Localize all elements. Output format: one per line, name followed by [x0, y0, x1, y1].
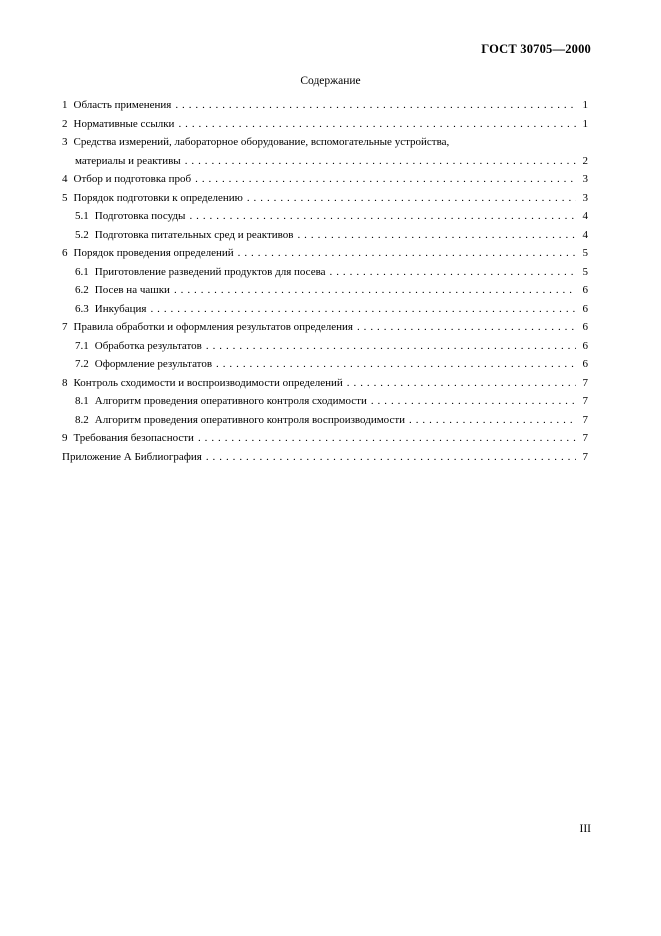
toc-entry[interactable] — [62, 170, 588, 189]
toc-entry-number: 9 — [62, 432, 68, 444]
toc-entry[interactable] — [62, 189, 588, 208]
toc-entry-title: Приложение А Библиография — [62, 450, 202, 463]
toc-leader-dots — [150, 300, 576, 319]
table-of-contents — [62, 96, 588, 466]
toc-entry-title: Подготовка посуды — [94, 210, 186, 222]
toc-entry-page: 6 — [582, 284, 588, 296]
toc-entry-page: 5 — [582, 265, 588, 278]
toc-entry[interactable] — [62, 207, 588, 226]
toc-entry-page: 6 — [582, 302, 588, 315]
toc-leader-dots — [206, 337, 576, 356]
toc-entry-title: Требования безопасности — [73, 432, 194, 444]
toc-leader-dots — [357, 318, 576, 337]
toc-entry[interactable] — [62, 152, 588, 171]
toc-leader-dots — [347, 374, 576, 393]
toc-leader-dots — [371, 392, 576, 411]
toc-entry[interactable] — [62, 318, 588, 337]
toc-entry-page: 6 — [582, 339, 588, 352]
toc-entry-page: 7 — [582, 450, 588, 463]
toc-entry[interactable] — [62, 96, 588, 115]
toc-entry-page: 7 — [582, 413, 588, 426]
toc-entry-number: 5 — [62, 191, 68, 204]
toc-leader-dots — [195, 170, 576, 189]
toc-entry-page: 4 — [582, 228, 588, 241]
toc-entry-number: 7 — [62, 321, 68, 333]
toc-leader-dots — [238, 244, 576, 263]
toc-entry-title: Порядок проведения определений — [73, 247, 234, 259]
toc-title: Содержание — [300, 75, 361, 87]
toc-leader-dots — [409, 411, 576, 430]
toc-entry[interactable] — [62, 226, 588, 245]
toc-entry[interactable] — [62, 115, 588, 134]
toc-entry-page: 1 — [582, 117, 588, 130]
toc-entry[interactable] — [62, 300, 588, 319]
toc-entry-title: Средства измерений, лабораторное оборудование, вспомогательные устройства, — [73, 136, 450, 148]
toc-entry-title: Обработка результатов — [94, 339, 202, 352]
toc-entry-number: 4 — [62, 173, 68, 185]
toc-entry-number: 2 — [62, 117, 68, 130]
toc-entry-title: Приготовление разведений продуктов для посева — [94, 265, 326, 278]
toc-entry-title: Контроль сходимости и воспроизводимости определений — [73, 376, 343, 389]
toc-leader-dots — [178, 115, 576, 134]
toc-entry-number: 1 — [62, 99, 68, 111]
toc-entry[interactable] — [62, 244, 588, 263]
toc-leader-dots — [174, 281, 576, 300]
toc-leader-dots — [330, 263, 576, 282]
toc-leader-dots — [198, 429, 576, 448]
toc-entry-number: 5.2 — [75, 228, 89, 241]
page-number: III — [579, 823, 591, 835]
toc-entry-page: 6 — [582, 321, 588, 333]
toc-entry-page: 5 — [582, 247, 588, 259]
document-code: ГОСТ 30705—2000 — [481, 42, 591, 56]
toc-entry-title: Инкубация — [94, 302, 147, 315]
toc-entry-title: Порядок подготовки к определению — [73, 191, 243, 204]
toc-leader-dots — [206, 448, 576, 467]
toc-leader-dots — [189, 207, 576, 226]
toc-entry-page: 7 — [582, 395, 588, 407]
toc-leader-dots — [216, 355, 576, 374]
toc-entry-page: 3 — [582, 191, 588, 204]
toc-entry[interactable] — [62, 281, 588, 300]
toc-entry[interactable] — [62, 355, 588, 374]
toc-entry[interactable] — [62, 263, 588, 282]
toc-entry-page: 3 — [582, 173, 588, 185]
toc-entry-title: Правила обработки и оформления результатов определения — [73, 321, 353, 333]
toc-entry-title: материалы и реактивы — [75, 154, 181, 167]
toc-entry[interactable] — [62, 337, 588, 356]
toc-entry-number: 5.1 — [75, 210, 89, 222]
toc-entry-page: 7 — [582, 432, 588, 444]
toc-entry-page: 1 — [582, 99, 588, 111]
toc-entry[interactable] — [62, 448, 588, 467]
toc-entry-number: 8.2 — [75, 413, 89, 426]
toc-leader-dots — [175, 96, 576, 115]
toc-entry-title: Алгоритм проведения оперативного контроля воспроизводимости — [94, 413, 406, 426]
toc-leader-dots — [185, 152, 576, 171]
toc-entry-title: Область применения — [73, 99, 172, 111]
toc-entry-number: 6.2 — [75, 284, 89, 296]
toc-entry[interactable] — [62, 374, 588, 393]
toc-entry-title: Посев на чашки — [94, 284, 170, 296]
toc-entry-page: 2 — [582, 154, 588, 167]
toc-entry-title: Нормативные ссылки — [73, 117, 175, 130]
toc-entry-number: 7.2 — [75, 358, 89, 370]
toc-entry-number: 6.3 — [75, 302, 89, 315]
toc-entry-number: 8 — [62, 376, 68, 389]
toc-entry-title: Отбор и подготовка проб — [73, 173, 192, 185]
toc-entry-page: 7 — [582, 376, 588, 389]
toc-entry[interactable] — [62, 133, 588, 152]
toc-entry[interactable] — [62, 411, 588, 430]
toc-entry[interactable] — [62, 392, 588, 411]
toc-entry-number: 7.1 — [75, 339, 89, 352]
toc-leader-dots — [247, 189, 576, 208]
toc-entry-title: Оформление результатов — [94, 358, 213, 370]
toc-entry-number: 6 — [62, 247, 68, 259]
toc-entry-number: 3 — [62, 136, 68, 148]
toc-entry-number: 8.1 — [75, 395, 89, 407]
toc-entry-page: 4 — [582, 210, 588, 222]
toc-entry-title: Алгоритм проведения оперативного контроля сходимости — [94, 395, 367, 407]
toc-entry-number: 6.1 — [75, 265, 89, 278]
toc-entry-title: Подготовка питательных сред и реактивов — [94, 228, 294, 241]
toc-entry[interactable] — [62, 429, 588, 448]
toc-entry-page: 6 — [582, 358, 588, 370]
toc-leader-dots — [297, 226, 576, 245]
